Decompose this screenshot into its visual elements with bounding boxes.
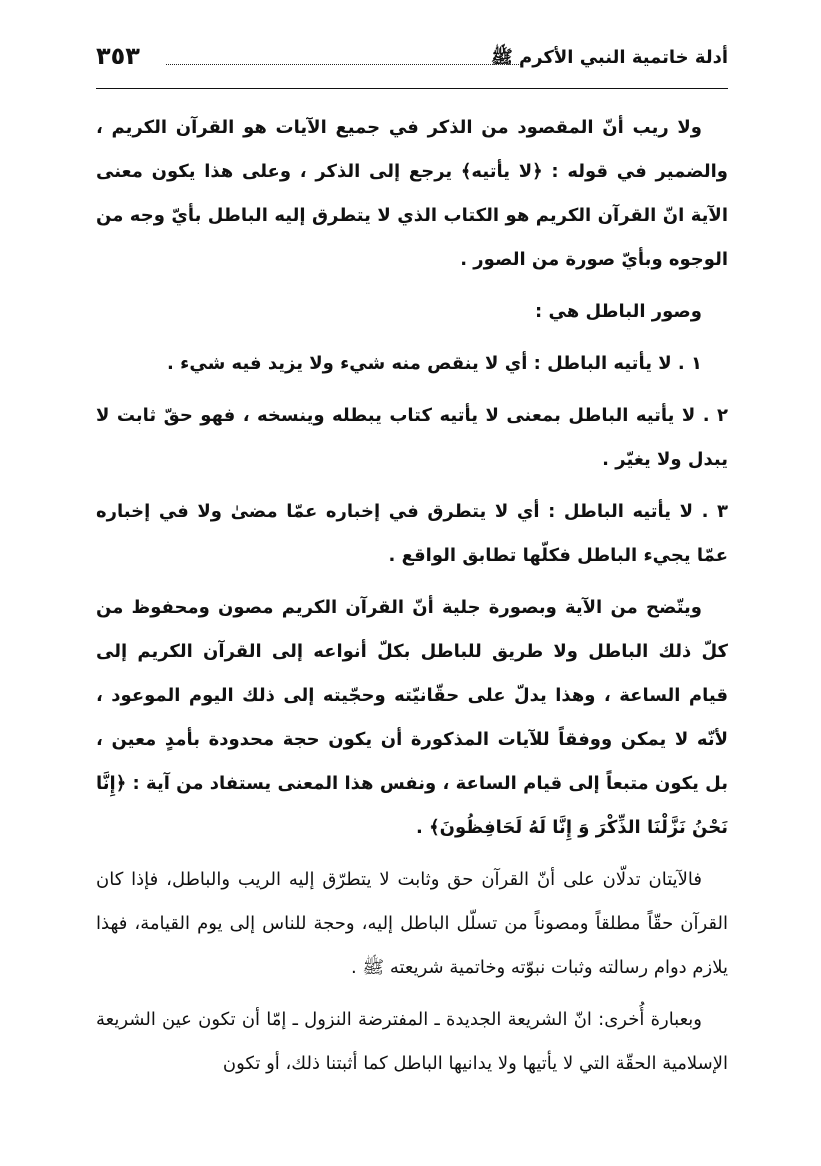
dotted-leader	[166, 64, 523, 65]
paragraph-explanation: ويتّضح من الآية وبصورة جلية أنّ القرآن الكريم مصون ومحفوظ من كلّ ذلك الباطل ولا طريق للباطل بكلّ أنواعه إلى القرآن الكريم إلى قيام الساعة ، وهذا يدلّ على حقّانيّته وحجّيته إلى ذلك اليوم الموعود ، لأنّه لا يمكن ووفقاً للآيات المذكورة أن يكون حجة محدودة بأمدٍ معين ، بل يكون متبعاً إلى قيام الساعة ، ونفس هذا المعنى يستفاد من آية : ﴿إِنَّا نَحْنُ نَزَّلْنَا الذِّكْرَ وَ إِنَّا لَهُ لَحَافِظُونَ﴾ .	[96, 597, 728, 838]
running-title: أدلة خاتمية النبي الأكرم ﷺ	[491, 47, 728, 68]
page-header	[96, 40, 728, 90]
paragraph-alternative: وبعبارة أُخرى: انّ الشريعة الجديدة ـ المفترضة النزول ـ إمّا أن تكون عين الشريعة الإسلامية الحقّة التي لا يأتيها ولا يدانيها الباطل كما أثبتنا ذلك، أو تكون	[96, 1009, 728, 1074]
page-number: ٣٥٣	[96, 42, 140, 70]
list-item-1: ١ . لا يأتيه الباطل : أي لا ينقص منه شيء ولا يزيد فيه شيء .	[167, 353, 702, 374]
paragraph-conclusion: فالآيتان تدلّان على أنّ القرآن حق وثابت لا يتطرّق إليه الريب والباطل، فإذا كان القرآن حقّاً مطلقاً ومصوناً من تسلّل الباطل إليه، وحجة للناس إلى يوم القيامة، فهذا يلازم دوام رسالته وثبات نبوّته وخاتمية شريعته ﷺ .	[96, 869, 728, 978]
list-item-3: ٣ . لا يأتيه الباطل : أي لا يتطرق في إخباره عمّا مضىٰ ولا في إخباره عمّا يجيء الباطل فكلّها تطابق الواقع .	[96, 501, 728, 566]
header-divider	[96, 88, 728, 89]
paragraph-list-heading: وصور الباطل هي :	[535, 301, 702, 322]
paragraph-intro: ولا ريب أنّ المقصود من الذكر في جميع الآيات هو القرآن الكريم ، والضمير في قوله : ﴿لا يأتيه﴾ يرجع إلى الذكر ، وعلى هذا يكون معنى الآية انّ القرآن الكريم هو الكتاب الذي لا يتطرق إليه الباطل بأيّ وجه من الوجوه وبأيّ صورة من الصور .	[96, 117, 728, 270]
body-text	[96, 106, 728, 1094]
list-item-2: ٢ . لا يأتيه الباطل بمعنى لا يأتيه كتاب يبطله وينسخه ، فهو حقّ ثابت لا يبدل ولا يغيّر .	[96, 405, 728, 470]
